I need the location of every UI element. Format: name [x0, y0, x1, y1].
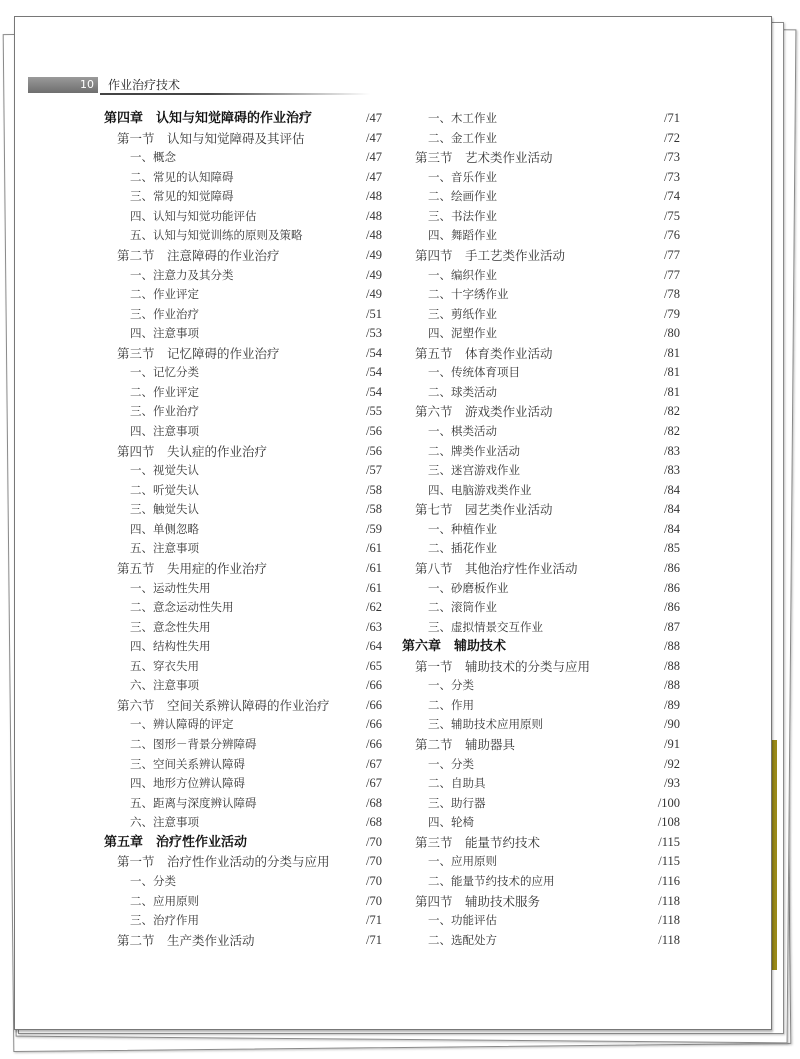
toc-entry-page: /72	[664, 130, 680, 145]
toc-chapter	[104, 833, 382, 853]
toc-item	[104, 539, 382, 559]
toc-entry-page: /82	[664, 404, 680, 419]
toc-item	[402, 442, 680, 462]
toc-entry-title: 第三节 艺术类作业活动	[415, 150, 553, 166]
toc-entry-title: 第五节 失用症的作业治疗	[117, 560, 268, 576]
toc-item	[104, 520, 382, 540]
header-underline	[100, 93, 370, 95]
toc-section	[402, 148, 680, 168]
toc-item	[104, 755, 382, 775]
toc-entry-title: 四、单侧忽略	[130, 521, 199, 536]
toc-item	[402, 129, 680, 149]
toc-entry-title: 第一节 辅助技术的分类与应用	[415, 658, 591, 674]
toc-entry-page: /66	[366, 717, 382, 732]
toc-section	[104, 246, 382, 266]
toc-entry-page: /48	[366, 228, 382, 243]
toc-entry-title: 第一节 治疗性作业活动的分类与应用	[117, 854, 330, 870]
toc-entry-page: /62	[366, 600, 382, 615]
toc-entry-page: /81	[664, 345, 680, 360]
toc-entry-title: 第六章 辅助技术	[402, 639, 507, 655]
toc-item	[402, 676, 680, 696]
toc-entry-page: /79	[664, 306, 680, 321]
toc-entry-title: 三、剪纸作业	[428, 306, 497, 321]
toc-item	[402, 539, 680, 559]
toc-entry-page: /116	[658, 873, 680, 888]
toc-entry-title: 二、作业评定	[130, 287, 199, 302]
toc-entry-page: /47	[366, 169, 382, 184]
toc-item	[402, 383, 680, 403]
toc-entry-title: 一、音乐作业	[428, 169, 497, 184]
toc-entry-page: /54	[366, 365, 382, 380]
toc-entry-page: /58	[366, 482, 382, 497]
toc-entry-title: 二、能量节约技术的应用	[428, 873, 555, 888]
toc-entry-page: /115	[658, 834, 680, 849]
header-book-title: 作业治疗技术	[108, 78, 181, 92]
toc-section	[402, 500, 680, 520]
toc-entry-page: /86	[664, 600, 680, 615]
toc-entry-page: /59	[366, 521, 382, 536]
toc-item	[104, 363, 382, 383]
toc-item	[402, 696, 680, 716]
toc-entry-title: 第六节 游戏类作业活动	[415, 404, 553, 420]
toc-item	[104, 383, 382, 403]
toc-item	[104, 598, 382, 618]
toc-item	[104, 735, 382, 755]
toc-item	[402, 598, 680, 618]
toc-item	[104, 676, 382, 696]
toc-entry-title: 第五节 体育类作业活动	[415, 345, 553, 361]
toc-entry-title: 一、功能评估	[428, 913, 497, 928]
toc-entry-title: 二、插花作业	[428, 541, 497, 556]
toc-entry-page: /91	[664, 737, 680, 751]
toc-entry-title: 一、运动性失用	[130, 580, 211, 595]
toc-section	[402, 344, 680, 364]
toc-entry-title: 三、意念性失用	[130, 619, 211, 634]
toc-item	[402, 109, 680, 129]
toc-entry-page: /66	[366, 678, 382, 693]
toc-item	[402, 324, 680, 344]
toc-entry-title: 二、绘画作业	[428, 189, 497, 204]
toc-entry-title: 六、注意事项	[130, 678, 199, 693]
toc-entry-page: /90	[664, 717, 680, 732]
toc-item	[104, 481, 382, 501]
toc-entry-title: 第四节 手工艺类作业活动	[415, 247, 566, 263]
toc-entry-page: /84	[664, 502, 680, 517]
toc-entry-page: /82	[664, 424, 680, 438]
toc-entry-page: /83	[664, 443, 680, 458]
toc-entry-page: /100	[657, 795, 680, 810]
toc-item	[104, 618, 382, 638]
toc-section	[104, 442, 382, 462]
toc-entry-title: 一、传统体育项目	[428, 365, 520, 380]
toc-item	[402, 911, 680, 931]
toc-item	[104, 148, 382, 168]
toc-item	[104, 813, 382, 833]
toc-entry-page: /77	[664, 247, 680, 262]
toc-entry-title: 第二节 辅助器具	[415, 737, 516, 752]
toc-entry-title: 一、种植作业	[428, 521, 497, 536]
toc-entry-title: 二、十字绣作业	[428, 287, 509, 302]
toc-entry-page: /48	[366, 189, 382, 204]
toc-entry-title: 五、穿衣失用	[130, 658, 199, 673]
toc-entry-page: /81	[664, 365, 680, 380]
toc-entry-page: /118	[658, 913, 680, 928]
toc-item	[104, 500, 382, 520]
toc-entry-page: /92	[664, 756, 680, 771]
toc-entry-title: 第四节 辅助技术服务	[415, 893, 541, 909]
toc-entry-title: 第二节 注意障碍的作业治疗	[117, 247, 280, 263]
toc-entry-title: 四、电脑游戏类作业	[428, 482, 532, 497]
toc-entry-title: 第五章 治疗性作业活动	[104, 834, 248, 850]
toc-item	[104, 402, 382, 422]
toc-entry-title: 一、分类	[130, 873, 176, 888]
toc-item	[402, 755, 680, 775]
toc-item	[104, 266, 382, 286]
toc-item	[402, 207, 680, 227]
header-page-number: 10	[28, 77, 98, 93]
toc-entry-page: /76	[664, 228, 680, 243]
toc-section	[402, 246, 680, 266]
toc-entry-title: 一、记忆分类	[130, 365, 199, 380]
toc-item	[104, 168, 382, 188]
toc-item	[402, 813, 680, 833]
toc-entry-title: 二、球类活动	[428, 384, 497, 399]
toc-section	[402, 892, 680, 912]
toc-entry-title: 四、注意事项	[130, 424, 199, 438]
toc-item	[104, 657, 382, 677]
toc-column-right	[402, 109, 680, 950]
toc-entry-title: 三、作业治疗	[130, 306, 199, 321]
toc-chapter	[402, 637, 680, 657]
toc-entry-title: 四、注意事项	[130, 326, 199, 341]
toc-entry-page: /70	[366, 854, 382, 869]
toc-section	[402, 735, 680, 755]
toc-item	[402, 305, 680, 325]
toc-section	[104, 931, 382, 951]
toc-entry-title: 三、辅助技术应用原则	[428, 717, 543, 732]
toc-entry-title: 第六节 空间关系辨认障碍的作业治疗	[117, 697, 330, 713]
toc-entry-page: /61	[366, 580, 382, 595]
toc-entry-page: /65	[366, 658, 382, 673]
toc-entry-page: /47	[366, 130, 382, 145]
toc-item	[104, 892, 382, 912]
toc-item	[104, 187, 382, 207]
toc-entry-page: /83	[664, 463, 680, 478]
toc-entry-title: 二、作业评定	[130, 384, 199, 399]
toc-entry-page: /61	[366, 560, 382, 575]
toc-entry-title: 一、编织作业	[428, 267, 497, 282]
toc-item	[402, 422, 680, 442]
toc-entry-title: 二、金工作业	[428, 130, 497, 145]
toc-entry-page: /56	[366, 424, 382, 438]
toc-entry-page: /73	[664, 150, 680, 165]
toc-entry-page: /78	[664, 287, 680, 302]
toc-entry-title: 一、砂磨板作业	[428, 580, 509, 595]
toc-entry-page: /48	[366, 208, 382, 223]
toc-entry-title: 二、意念运动性失用	[130, 600, 234, 615]
toc-item	[104, 285, 382, 305]
toc-entry-title: 一、辨认障碍的评定	[130, 717, 234, 732]
toc-entry-page: /47	[366, 150, 382, 165]
toc-entry-page: /88	[664, 658, 680, 673]
toc-item	[402, 852, 680, 872]
toc-entry-page: /108	[657, 815, 680, 830]
toc-entry-page: /66	[366, 697, 382, 712]
toc-entry-page: /64	[366, 639, 382, 654]
toc-item	[402, 618, 680, 638]
toc-entry-page: /71	[664, 111, 680, 125]
toc-entry-title: 五、距离与深度辨认障碍	[130, 795, 257, 810]
toc-entry-title: 四、舞蹈作业	[428, 228, 497, 243]
toc-entry-title: 四、泥塑作业	[428, 326, 497, 341]
toc-item	[104, 422, 382, 442]
toc-entry-page: /63	[366, 619, 382, 634]
toc-section	[402, 657, 680, 677]
toc-item	[402, 285, 680, 305]
toc-entry-page: /70	[366, 893, 382, 908]
toc-entry-title: 三、书法作业	[428, 208, 497, 223]
toc-entry-page: /118	[658, 932, 680, 947]
toc-entry-page: /66	[366, 737, 382, 751]
toc-item	[104, 207, 382, 227]
toc-entry-page: /71	[366, 913, 382, 928]
toc-entry-page: /81	[664, 384, 680, 399]
toc-entry-page: /49	[366, 267, 382, 282]
toc-entry-page: /88	[664, 678, 680, 693]
toc-entry-title: 二、作用	[428, 697, 474, 712]
toc-item	[402, 168, 680, 188]
toc-item	[104, 324, 382, 344]
toc-entry-page: /87	[664, 619, 680, 634]
toc-entry-title: 二、自助具	[428, 776, 486, 791]
toc-entry-page: /74	[664, 189, 680, 204]
toc-item	[402, 481, 680, 501]
toc-entry-title: 一、应用原则	[428, 854, 497, 869]
toc-entry-title: 二、应用原则	[130, 893, 199, 908]
toc-entry-page: /54	[366, 345, 382, 360]
toc-entry-page: /49	[366, 287, 382, 302]
toc-entry-title: 三、常见的知觉障碍	[130, 189, 234, 204]
toc-entry-page: /73	[664, 169, 680, 184]
toc-entry-page: /89	[664, 697, 680, 712]
toc-entry-title: 二、牌类作业活动	[428, 443, 520, 458]
toc-item	[402, 931, 680, 951]
toc-entry-title: 第七节 园艺类作业活动	[415, 502, 553, 518]
toc-entry-title: 一、分类	[428, 756, 474, 771]
toc-section	[402, 833, 680, 853]
toc-item	[104, 579, 382, 599]
toc-entry-page: /85	[664, 541, 680, 556]
toc-entry-title: 一、视觉失认	[130, 463, 199, 478]
toc-section	[402, 402, 680, 422]
toc-entry-title: 第八节 其他治疗性作业活动	[415, 560, 578, 576]
toc-entry-title: 六、注意事项	[130, 815, 199, 830]
toc-item	[104, 637, 382, 657]
toc-entry-title: 第三节 记忆障碍的作业治疗	[117, 345, 280, 361]
toc-item	[104, 305, 382, 325]
toc-entry-page: /80	[664, 326, 680, 341]
toc-entry-page: /71	[366, 932, 382, 947]
toc-entry-page: /47	[366, 111, 382, 125]
toc-item	[104, 715, 382, 735]
toc-entry-page: /115	[658, 854, 680, 869]
toc-entry-title: 第二节 生产类作业活动	[117, 932, 255, 948]
toc-item	[402, 461, 680, 481]
toc-entry-title: 三、助行器	[428, 795, 486, 810]
toc-entry-title: 二、常见的认知障碍	[130, 169, 234, 184]
toc-entry-title: 四、轮椅	[428, 815, 474, 830]
toc-entry-title: 三、空间关系辨认障碍	[130, 756, 245, 771]
toc-entry-page: /58	[366, 502, 382, 517]
toc-entry-page: /84	[664, 521, 680, 536]
toc-item	[402, 266, 680, 286]
toc-entry-title: 一、木工作业	[428, 111, 497, 125]
toc-entry-title: 二、图形－背景分辨障碍	[130, 737, 257, 751]
toc-entry-page: /68	[366, 815, 382, 830]
toc-entry-page: /86	[664, 580, 680, 595]
toc-section	[402, 559, 680, 579]
toc-entry-page: /53	[366, 326, 382, 341]
toc-item	[402, 187, 680, 207]
toc-section	[104, 559, 382, 579]
toc-entry-title: 一、注意力及其分类	[130, 267, 234, 282]
toc-entry-page: /68	[366, 795, 382, 810]
toc-item	[402, 872, 680, 892]
toc-entry-title: 二、选配处方	[428, 932, 497, 947]
toc-entry-page: /51	[366, 306, 382, 321]
toc-entry-title: 五、认知与知觉训练的原则及策略	[130, 228, 303, 243]
toc-item	[104, 461, 382, 481]
toc-item	[104, 872, 382, 892]
toc-item	[402, 579, 680, 599]
toc-entry-page: /84	[664, 482, 680, 497]
toc-entry-title: 第四节 失认症的作业治疗	[117, 443, 268, 459]
toc-entry-page: /57	[366, 463, 382, 478]
toc-entry-page: /49	[366, 247, 382, 262]
toc-entry-title: 四、地形方位辨认障碍	[130, 776, 245, 791]
toc-entry-page: /118	[658, 893, 680, 908]
toc-item	[402, 520, 680, 540]
toc-section	[104, 129, 382, 149]
toc-entry-title: 第三节 能量节约技术	[415, 834, 541, 850]
toc-entry-page: /70	[366, 873, 382, 888]
toc-chapter	[104, 109, 382, 129]
toc-entry-title: 三、触觉失认	[130, 502, 199, 517]
toc-entry-page: /77	[664, 267, 680, 282]
toc-section	[104, 852, 382, 872]
toc-item	[402, 794, 680, 814]
toc-entry-title: 一、分类	[428, 678, 474, 693]
toc-entry-page: /88	[664, 639, 680, 654]
toc-entry-title: 二、听觉失认	[130, 482, 199, 497]
toc-entry-page: /70	[366, 834, 382, 849]
toc-entry-title: 二、滚筒作业	[428, 600, 497, 615]
toc-item	[104, 774, 382, 794]
toc-entry-title: 三、作业治疗	[130, 404, 199, 419]
toc-entry-title: 三、治疗作用	[130, 913, 199, 928]
toc-entry-page: /55	[366, 404, 382, 419]
toc-section	[104, 696, 382, 716]
toc-item	[104, 226, 382, 246]
toc-entry-page: /54	[366, 384, 382, 399]
toc-entry-title: 第一节 认知与知觉障碍及其评估	[117, 130, 305, 146]
toc-entry-title: 一、概念	[130, 150, 176, 165]
toc-item	[402, 774, 680, 794]
toc-entry-title: 四、认知与知觉功能评估	[130, 208, 257, 223]
toc-item	[402, 363, 680, 383]
toc-entry-page: /86	[664, 560, 680, 575]
toc-item	[402, 226, 680, 246]
toc-entry-page: /67	[366, 756, 382, 771]
toc-entry-page: /61	[366, 541, 382, 556]
toc-entry-title: 五、注意事项	[130, 541, 199, 556]
toc-entry-page: /67	[366, 776, 382, 791]
toc-entry-title: 三、迷宫游戏作业	[428, 463, 520, 478]
toc-item	[104, 911, 382, 931]
toc-item	[402, 715, 680, 735]
toc-column-left	[104, 109, 382, 950]
toc-entry-title: 一、棋类活动	[428, 424, 497, 438]
toc-entry-page: /93	[664, 776, 680, 791]
toc-section	[104, 344, 382, 364]
toc-entry-title: 第四章 认知与知觉障碍的作业治疗	[104, 111, 313, 126]
toc-entry-title: 三、虚拟情景交互作业	[428, 619, 543, 634]
toc-item	[104, 794, 382, 814]
toc-entry-page: /75	[664, 208, 680, 223]
toc-entry-page: /56	[366, 443, 382, 458]
toc-entry-title: 四、结构性失用	[130, 639, 211, 654]
